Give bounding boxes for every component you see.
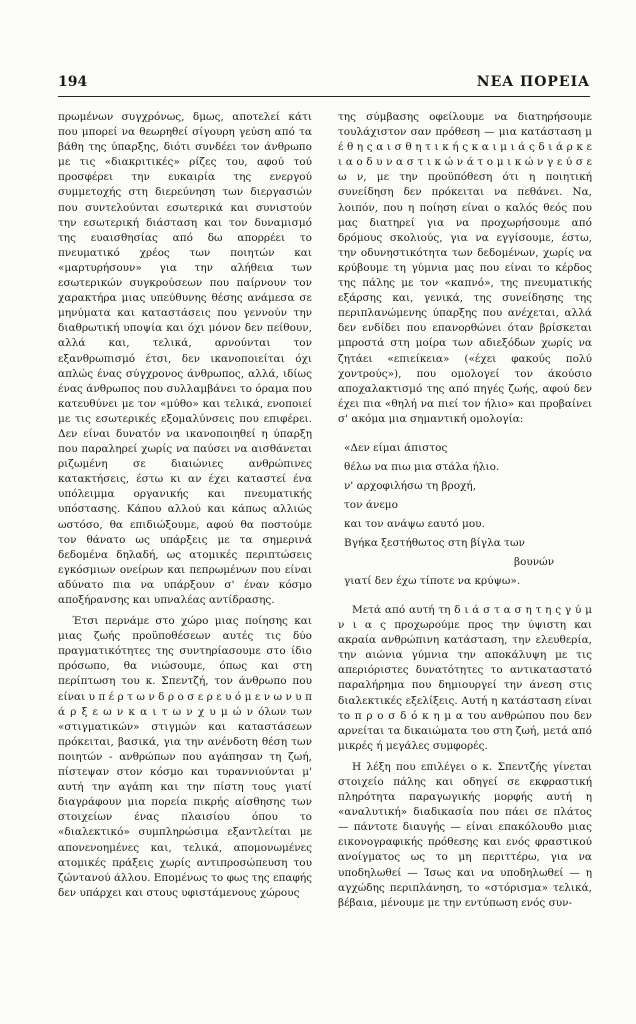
poem-line: θέλω να πιω μια στάλα ήλιο. <box>344 460 500 473</box>
body-paragraph: της σύμβασης οφείλουμε να διατηρήσουμε τουλάχιστον σαν πρόθεση — μια κατάσταση μ έ θ η ς α ι σ θ η τ ι κ ή ς κ α ι μ ι ά ς δ ι ά ρ κ ε ι α ο δ υ ν α σ τ ι κ ώ ν ά τ ο μ ι κ ώ ν γ ε ύ σ ε ω ν, με την προϋπόθεση ότι η ποιητική συνείδηση δεν πρόκειται να πεθάνει. Να, λοιπόν, που η ποίηση είναι ο καλός θεός που μας διατηρεί για να προχωρήσουμε από δρόμους σκολιούς, για να εγγίσουμε, έστω, την οδυνηστικότητα των δεδομένων, χωρίς να κρύβουμε τη γύμνια μας που είναι το κέρδος της πάλης με τον «καπνό», της πνευματικής εξάρσης και, γενικά, της συνείδησης της περιπλανώμενης ύπαρξης που ανέχεται, αλλά δεν ενδίδει που επανορθώνει όταν βρίσκεται μπροστά στη μοίρα των αδιεξόδων χωρίς να ζητάει «επιείκεια» («έχει φακούς πολύ χοντρούς»), που ομολογεί τον άκούσιο αποχαλακτισμό της από πηγές ζωής, αφού δεν έχει πια «θηλή να πιεί τον ήλιο» και προβαίνει σ' ακόμα μια σημαντική ομολογία: <box>338 111 592 425</box>
poem-line: Βγήκα ξεστήθωτος στη βίγλα των <box>344 536 525 549</box>
page-number: 194 <box>58 74 88 90</box>
poem-line: τον άνεμο <box>344 498 398 511</box>
poem-line: και τον ανάψω εαυτό μου. <box>344 517 485 530</box>
body-paragraph: πρωμένων συγχρόνως, δμως, αποτελεί κάτι που μπορεί να θεωρηθεί σίγουρη γεύση από τα βάθη της ύπαρξης, διότι συνδέει τον άνθρωπο με τις «διακριτικές» ρίζες του, αφού τού προσφέρει την ευκαιρία της ενεργού συμμετοχής στη διερεύνηση των διεργασιών που συντελούνται εσωτερικά και συνιστούν την εσωτερική διάσταση και τον δυναμισμό της ευαισθησίας από δω απορρέει το πνευματικό χρέος των ποιητών και «μαρτυρήσουν» για την αλήθεια των εσωτερικών συγκρούσεων που παίρνουν τον χαρακτήρα μιας υπεύθυνης θέσης ανάμεσα σε μηνύματα και καταστάσεις που γεννούν την διαθρωτική υποψία και όχι μόνον δεν πείθουν, αλλά και, τελικά, αρνούνται τον εξανθρωπισμό έτσι, δεν ικανοποιείται όχι απλώς ένας σύγχρονος άνθρωπος, αλλά, ιδίως ένας άνθρωπος που συλλαμβάνει το όραμα που κατευθύνει με τον «μύθο» και τελικά, ενοποιεί με τις εσωτερικές εξομαλύνσεις που επιφέρει. Δεν είναι δυνατόν να ικανοποιηθεί η ύπαρξη που παραληρεί χωρίς να παύσει να αισθάνεται ριζωμένη σε διαιώνιες ανθρώπινες κατακτήσεις, έστω κι αν έχει καταστεί ένα υπόλειμμα οργανικής και πνευματικής υπόστασης. Κάπου αλλού και κάπως αλλιώς ωστόσο, θα επιδιώξουμε, αφού θα ποστούμε τον θάνατο ως υπάρξεις με τα σημερινά δεδομένα δηλαδή, ως ατομικές περιπτώσεις εγκόσμιων ονείρων και πεπρωμένων που είναι αδύνατο πια να υπάρξουν σ' έναν κόσμο αποξήρανσης και υπναλέας αντίδρασης. <box>58 111 312 606</box>
poem-line: ν' αρχοφιλήσω τη βροχή, <box>344 479 477 492</box>
page-header <box>58 74 590 97</box>
body-paragraph: Μετά από αυτή τη δ ι ά σ τ α σ η τ η ς γ ύ μ ν ι α ς προχωρούμε προς την ύψιστη και ακραία ανθρώπινη κατάσταση, την ελευθερία, την αιώνια γύμνια την αποκάλυψη με τις απεριόριστες δυνατότητες το αντικαταστατό παραλήρημα που δημιουργεί την άνεση στις διαλεκτικές εξελίξεις. Αυτή η κατάσταση είναι το π ρ ο σ δ ό κ η μ α του ανθρώπου που δεν αρνείται τα δικαιώματα του στη ζωή, μετά από μικρές ή μεγάλες συμφορές. <box>338 603 592 752</box>
body-paragraph: Η λέξη που επιλέγει ο κ. Σπεντζής γίνεται στοιχείο πάλης και οδηγεί σε εκφραστική πληρότητα παραγωγικής μορφής αυτή η «αναλυτική» διαδικασία που πάει σε πλάτος — πάντοτε διαυγής — είναι επακόλουθο μιας εικονογραφικής πρόθεσης και ενός φραστικού ανοίγματος ως το μη περιττέρω, για να υποδηλωθεί — Ίσως και να υποδηλωθεί — η αγχώδης περιπλάνηση, το «στόρισμα» τελικά, βέβαια, μένουμε με την εντύπωση ενός συν- <box>338 760 592 909</box>
poem-quote <box>344 439 592 591</box>
right-column <box>338 110 592 911</box>
poem-line: γιατί δεν έχω τίποτε να κρύψω». <box>344 574 521 587</box>
running-head: ΝΕΑ ΠΟΡΕΙΑ <box>476 74 590 90</box>
left-column <box>58 110 312 901</box>
poem-line: βουνών <box>514 555 555 568</box>
body-paragraph: Έτσι περνάμε στο χώρο μιας ποίησης και μιας ζωής προϋποθέσεων αυτές τις δύο πραγματικότητες της συντηρίασουμε στο ίδιο πρόσωπο, θα νιώσουμε, όπως και στη περίπτωση του κ. Σπεντζή, τον άνθρωπο που είναι υ π έ ρ τ ω ν δ ρ ο σ ε ρ ε υ ό μ ε ν ω ν υ π ά ρ ξ ε ω ν κ α ι τ ω ν χ υ μ ώ ν όλων των «στιγματικών» στιγμών και καταστάσεων πρόκειται, βασικά, για την ανένδοτη θέση των ποιητών - ανθρώπων που αγάπησαν τη ζωή, πίστεψαν στον κόσμο και τυραννιούνται μ' αυτή την αγάπη και την πίστη τους γιατί διαγράφουν μια πορεία πικρής αίσθησης των στοιχείων ένας πλαισίου όπου το «διαλεκτικό» συμπληρώσιμα εξαντλείται με απονενοημένες και, τελικά, απομονωμένες ατομικές πράξεις χωρίς αντιπροσώπευση του ζώντανού άλλου. Επομένως το φως της επαφής δεν υπάρχει και στους υφιστάμενους χώρους <box>58 615 312 899</box>
poem-line: «Δεν είμαι άπιστος <box>344 441 448 454</box>
